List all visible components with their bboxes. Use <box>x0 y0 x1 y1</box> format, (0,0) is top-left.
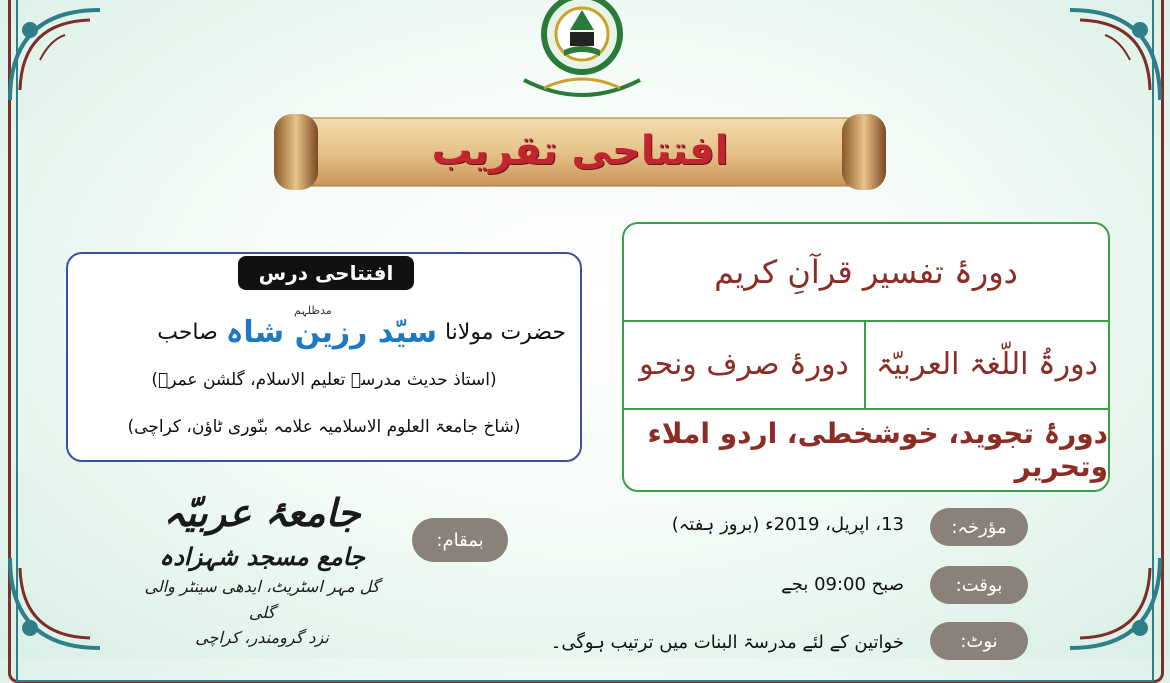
venue-street: گل مہر اسٹریٹ، ایدھی سینٹر والی گلی <box>144 577 380 622</box>
note-value: خواتین کے لئے مدرسۃ البنات میں ترتیب ہوگی۔ <box>550 632 904 653</box>
corner-ornament-top-left <box>0 0 110 110</box>
time-label-badge: بوقت: <box>930 566 1028 604</box>
speaker-name-line <box>86 310 566 354</box>
course-tajweed-calligraphy: دورۂ تجوید، خوشخطی، اردو املاء وتحریر <box>647 417 1108 483</box>
course-row <box>624 320 1108 410</box>
course-tafseer: دورۂ تفسیر قرآنِ کریم <box>624 224 1108 322</box>
course-arabic-language: دورۃُ اللّغۃ العربیّۃ <box>864 320 1108 408</box>
opening-lesson-box <box>66 252 582 462</box>
date-value: 13، اپریل، 2019ء (بروز ہفتہ) <box>671 514 904 535</box>
page-title: افتتاحی تقریب <box>431 128 729 174</box>
honorific-superscript: مدظلہم <box>294 304 332 317</box>
venue-city: نزد گرومندر، کراچی <box>195 628 329 647</box>
venue-name: جامعۂ عربیّہ <box>163 491 361 535</box>
speaker-prefix: حضرت مولانا <box>444 319 566 345</box>
speaker-suffix: صاحب <box>157 319 218 345</box>
jamia-logo-seal <box>514 0 650 98</box>
corner-ornament-bottom-left <box>0 548 110 658</box>
course-sarf-nahw: دورۂ صرف ونحو <box>639 346 849 382</box>
corner-ornament-bottom-right <box>1060 548 1170 658</box>
note-label-badge: نوٹ: <box>930 622 1028 660</box>
opening-lesson-tag: افتتاحی درس <box>238 256 414 290</box>
speaker-name: سیّد رزین شاہ <box>225 314 437 350</box>
courses-box <box>622 222 1110 492</box>
date-label-badge: مؤرخہ: <box>930 508 1028 546</box>
speaker-position: (استاذ حدیث مدرسہ تعلیم الاسلام، گلشن عمرؒ) <box>151 370 497 390</box>
speaker-affiliation: (شاخ جامعۃ العلوم الاسلامیہ علامہ بنّوری ٹاؤن، کراچی) <box>127 417 521 437</box>
corner-ornament-top-right <box>1060 0 1170 110</box>
venue-address <box>132 486 392 658</box>
venue-mosque: جامع مسجد شہزادہ <box>159 543 365 571</box>
time-value: صبح 09:00 بجے <box>781 574 904 595</box>
venue-label-badge: بمقام: <box>412 518 508 562</box>
